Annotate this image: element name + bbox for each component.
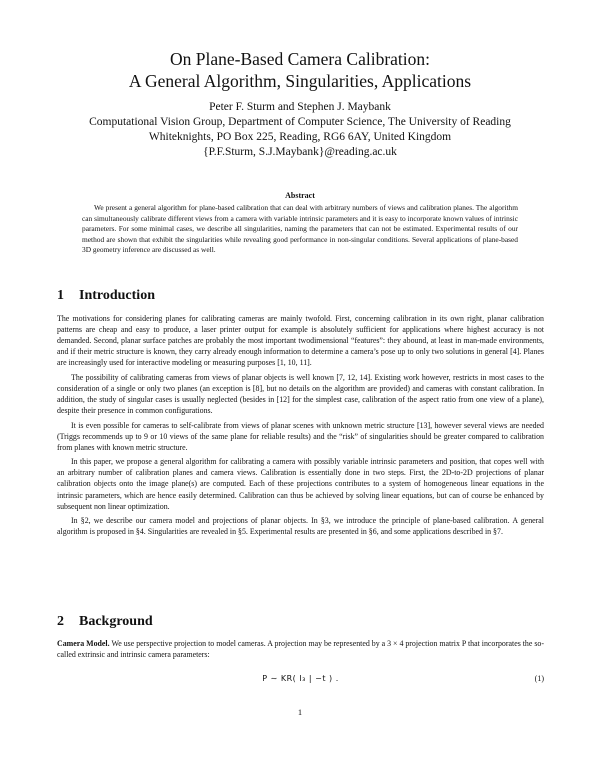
paper-title-line1: On Plane-Based Camera Calibration: [170,49,430,69]
equation-number: (1) [534,674,544,683]
author-email: {P.F.Sturm, S.J.Maybank}@reading.ac.uk [203,146,397,158]
authors: Peter F. Sturm and Stephen J. Maybank [209,101,391,113]
section-number: 1 [57,288,64,303]
author-block [0,100,600,160]
introduction-body [57,313,544,541]
equation-1 [57,674,544,688]
paragraph-label: Camera Model. [57,639,110,648]
paragraph [57,638,544,660]
section-title: Introduction [79,288,155,303]
section-heading-introduction [57,288,155,304]
affiliation-line1: Computational Vision Group, Department of Computer Science, The University of Reading [89,116,511,128]
background-body [57,638,544,664]
section-number: 2 [57,614,64,629]
paragraph: The possibility of calibrating cameras from views of planar objects is well known [7, 12, 14]. Existing work however, restricts in most cases to the consideration of a single or only two planes (an exception is [8], but no details on the algorithm are provided) and cameras with constant calibration. In addition, the study of singular cases is usually neglected (besides in [12] for the simplest case, calibration of the aspect ratio from one view of a plane), despite their presence in common configurations. [57,372,544,416]
abstract-heading: Abstract [285,191,315,200]
paragraph: It is even possible for cameras to self-calibrate from views of planar scenes with unknown metric structure [13], however several views are needed (Triggs recommends up to 9 or 10 views of the same plane for reliable results) and the “risk” of singularities should be greater compared to calibration from planes with known metric structure. [57,420,544,452]
paragraph: In §2, we describe our camera model and projections of planar objects. In §3, we introduce the principle of plane-based calibration. A general algorithm is proposed in §4. Singularities are revealed in §5. Experimental results are presented in §6, and some applications described in §7. [57,516,544,537]
paragraph: In this paper, we propose a general algorithm for calibrating a camera with possibly variable intrinsic parameters and position, that copes well with an arbitrary number of calibration planes and camera views. Calibration is essentially done in two steps. First, the 2D-to-2D projections of planar calibration objects onto the image plane(s) are computed. Each of these projections contributes to a system of homogeneous linear equations in the intrinsic parameters, which are hence easily determined. Calibration can thus be achieved by solving linear equations, but can of course be enhanced by subsequent non linear optimization. [57,457,544,511]
paper-title-line2: A General Algorithm, Singularities, Applications [128,71,472,91]
section-title: Background [79,614,153,629]
affiliation-line2: Whiteknights, PO Box 225, Reading, RG6 6AY, United Kingdom [148,131,452,143]
page-number: 1 [297,707,303,717]
paragraph: The motivations for considering planes for calibrating cameras are mainly twofold. First, concerning calibration in its own right, planar calibration patterns are cheap and easy to produce, a laser printer output for example is absolutely sufficient for applications where highest accuracy is not demanded. Second, planar surface patches are probably the most important twodimensional “features”: they abound, at least in man-made environments, and if their metric structure is known, they carry already enough information to determine a camera’s pose up to only two solutions in general [4]. Planes are increasingly used for interactive modeling or measuring purposes [1, 10, 11]. [57,314,544,368]
abstract-text: We present a general algorithm for plane-based calibration that can deal with arbitrary numbers of views and calibration planes. The algorithm can simultaneously calibrate different views from a camera with variable intrinsic parameters and it is easy to incorporate known values of intrinsic parameters. For some minimal cases, we describe all singularities, naming the parameters that can not be estimated. Experimental results of our method are shown that exhibit the singularities while revealing good performance in non-singular conditions. Several applications of plane-based 3D geometry inference are discussed as well. [82,203,518,255]
paragraph-text: We use perspective projection to model cameras. A projection may be represented by a 3 × 4 projection matrix P that incorporates the so-called extrinsic and intrinsic camera parameters: [57,639,544,660]
section-heading-background [57,614,153,630]
equation-body: P ∼ KR( I₃ | −t ) . [262,674,339,683]
